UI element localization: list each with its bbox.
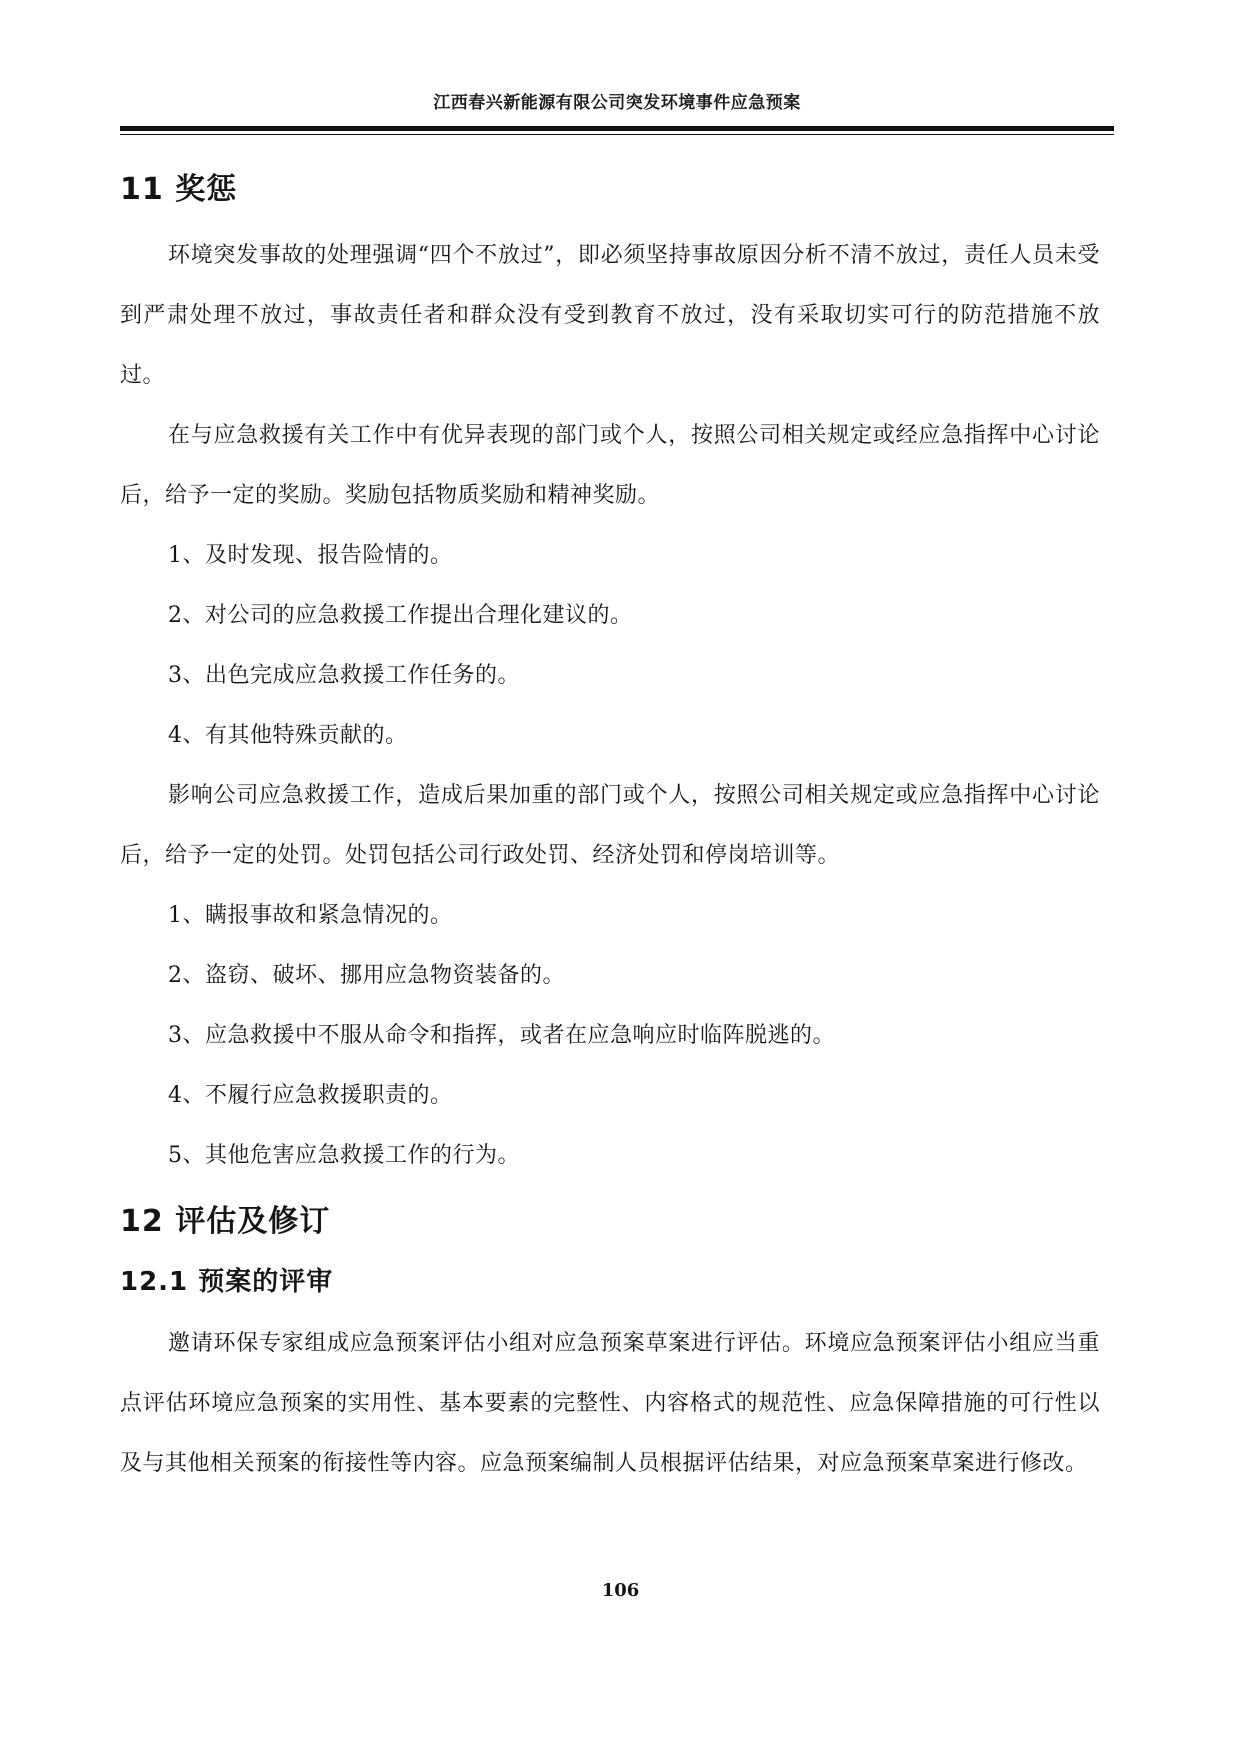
paragraph: 邀请环保专家组成应急预案评估小组对应急预案草案进行评估。环境应急预案评估小组应当重点评估环境应急预案的实用性、基本要素的完整性、内容格式的规范性、应急保障措施的可行性以及与其他相关预案的衔接性等内容。应急预案编制人员根据评估结果，对应急预案草案进行修改。 (120, 1331, 1100, 1476)
list-item: 4、不履行应急救援职责的。 (168, 1083, 453, 1108)
section-heading-12: 12 评估及修订 (120, 1204, 331, 1239)
list-item: 1、瞒报事故和紧急情况的。 (168, 903, 453, 928)
header-rule (120, 126, 1114, 131)
running-header: 江西春兴新能源有限公司突发环境事件应急预案 (433, 93, 801, 113)
header-rule-thin (120, 134, 1114, 135)
subsection-heading-12-1: 12.1 预案的评审 (120, 1267, 334, 1297)
list-item: 3、应急救援中不服从命令和指挥，或者在应急响应时临阵脱逃的。 (168, 1023, 835, 1048)
list-item: 3、出色完成应急救援工作任务的。 (168, 663, 520, 688)
section-heading-11: 11 奖惩 (120, 172, 238, 207)
list-item: 1、及时发现、报告险情的。 (168, 543, 453, 568)
list-item: 5、其他危害应急救援工作的行为。 (168, 1143, 520, 1168)
list-item: 4、有其他特殊贡献的。 (168, 723, 408, 748)
paragraph: 环境突发事故的处理强调“四个不放过”，即必须坚持事故原因分析不清不放过，责任人员未受到严肃处理不放过，事故责任者和群众没有受到教育不放过，没有采取切实可行的防范措施不放过。 (120, 243, 1100, 388)
page-body (120, 168, 1100, 1494)
list-item: 2、对公司的应急救援工作提出合理化建议的。 (168, 603, 633, 628)
paragraph: 在与应急救援有关工作中有优异表现的部门或个人，按照公司相关规定或经应急指挥中心讨论后，给予一定的奖励。奖励包括物质奖励和精神奖励。 (120, 423, 1100, 508)
paragraph: 影响公司应急救援工作，造成后果加重的部门或个人，按照公司相关规定或应急指挥中心讨论后，给予一定的处罚。处罚包括公司行政处罚、经济处罚和停岗培训等。 (120, 783, 1100, 868)
page-number: 106 (601, 1580, 640, 1601)
list-item: 2、盗窃、破坏、挪用应急物资装备的。 (168, 963, 565, 988)
